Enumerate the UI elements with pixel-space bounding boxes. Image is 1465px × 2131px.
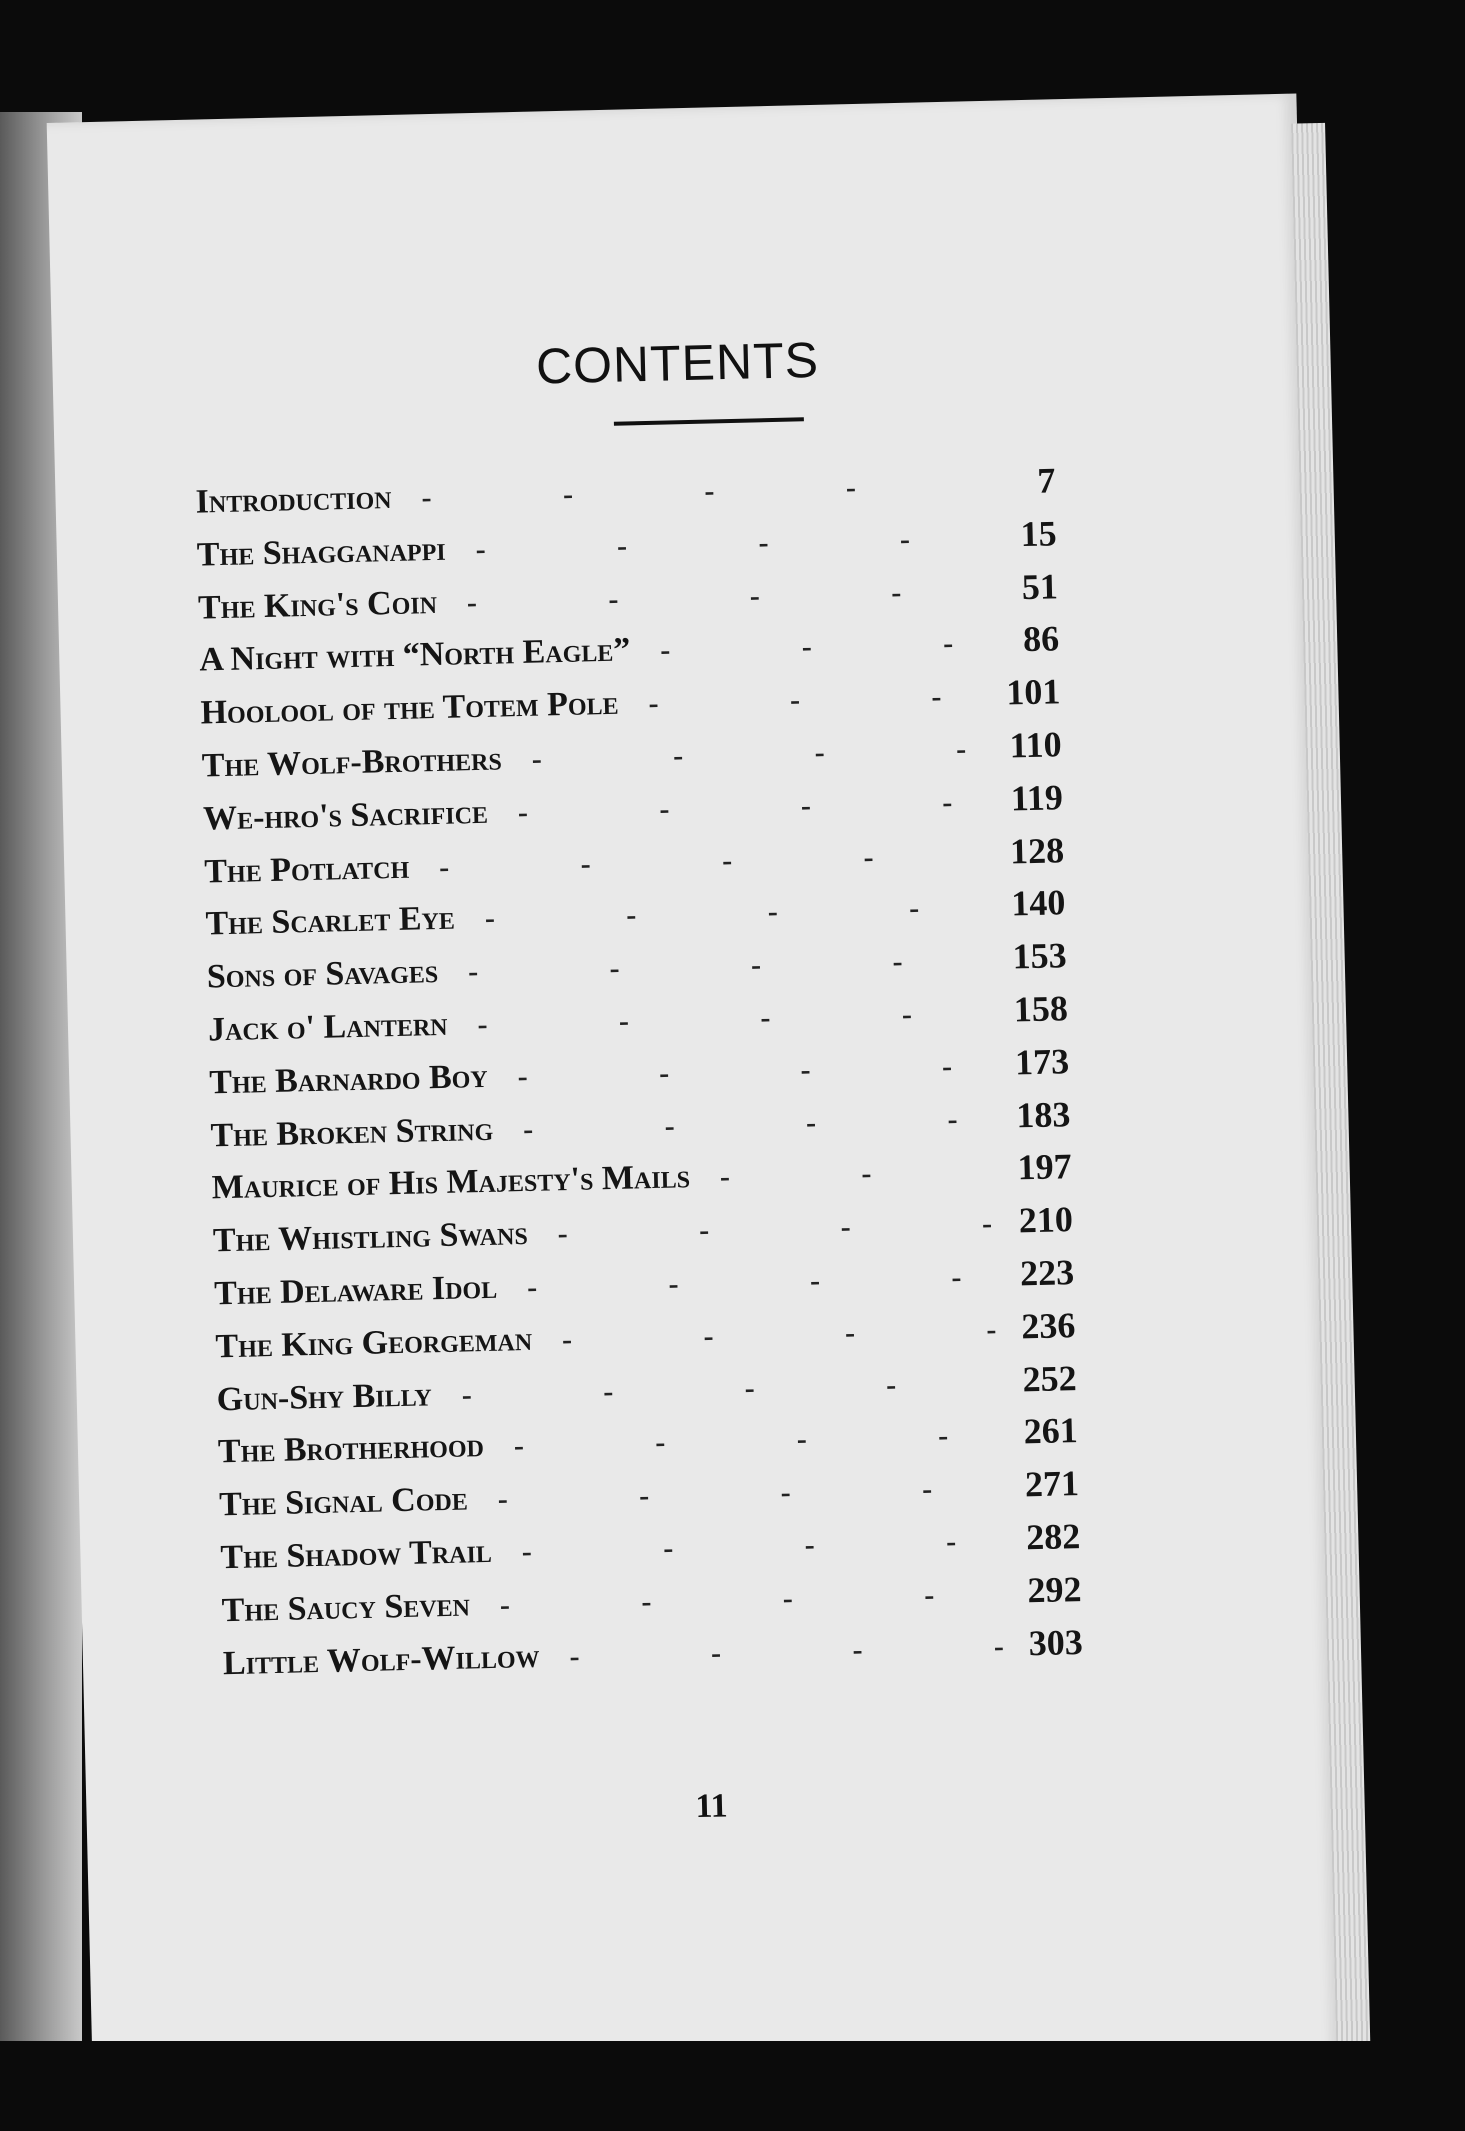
- dot-leader: [488, 785, 984, 831]
- toc-entry-page: 153: [1012, 935, 1068, 977]
- toc-entry-page: 282: [1025, 1515, 1081, 1558]
- toc-entry-page: 292: [1027, 1568, 1082, 1611]
- toc-entry-title: The King Georgeman: [215, 1320, 533, 1366]
- toc-entry-title: The Saucy Seven: [221, 1586, 471, 1630]
- toc-entry-page: 210: [1018, 1199, 1074, 1241]
- toc-entry-page: 197: [1017, 1146, 1073, 1188]
- toc-entry-title: The Whistling Swans: [212, 1215, 529, 1260]
- toc-entry-title: Gun-Shy Billy: [216, 1375, 433, 1418]
- toc-entry-title: The Barnardo Boy: [208, 1057, 489, 1102]
- toc-entry-title: The Scarlet Eye: [205, 899, 456, 943]
- toc-entry-page: 51: [1021, 565, 1059, 607]
- page-title: CONTENTS: [535, 331, 820, 395]
- toc-entry-page: 261: [1023, 1410, 1079, 1452]
- toc-entry-title: Maurice of His Majesty's Mails: [211, 1158, 691, 1207]
- toc-entry-title: The Potlatch: [203, 848, 410, 891]
- toc-entry-title: Introduction: [195, 478, 392, 521]
- dot-leader: [618, 679, 981, 722]
- book-page: [47, 94, 1344, 2118]
- toc-entry-title: We-hro's Sacrifice: [202, 793, 489, 838]
- toc-entry-title: The Delaware Idol: [213, 1268, 498, 1313]
- toc-entry-title: The King's Coin: [197, 583, 438, 627]
- dot-leader: [467, 1471, 999, 1518]
- page-number: 11: [695, 1787, 729, 1826]
- dot-leader: [497, 1260, 995, 1306]
- toc-entry-page: 7: [1036, 460, 1056, 501]
- dot-leader: [487, 1049, 989, 1095]
- toc-entry-page: 158: [1013, 988, 1069, 1030]
- dot-leader: [447, 996, 988, 1043]
- toc-entry-title: The Signal Code: [218, 1480, 469, 1524]
- dot-leader: [437, 574, 979, 621]
- toc-entry-title: The Brotherhood: [217, 1427, 485, 1471]
- dot-leader: [470, 1577, 1002, 1624]
- toc-entry-page: 140: [1010, 882, 1066, 924]
- toc-entry-title: Jack o' Lantern: [207, 1005, 448, 1049]
- toc-entry-title: A Night with “North Eagle”: [198, 631, 631, 679]
- toc-entry-page: 119: [1010, 777, 1064, 819]
- toc-entry-title: The Shagganappi: [196, 530, 447, 574]
- toc-entry-title: The Wolf-Brothers: [201, 740, 503, 785]
- dot-leader: [409, 838, 985, 886]
- toc-entry-page: 173: [1014, 1040, 1070, 1083]
- dot-leader: [483, 1418, 998, 1464]
- toc-entry-page: 303: [1028, 1621, 1084, 1663]
- dot-leader: [445, 521, 977, 568]
- dot-leader: [431, 1366, 997, 1413]
- toc-entry-title: Hoolool of the Totem Pole: [200, 684, 619, 732]
- title-rule: [614, 417, 804, 425]
- dot-leader: [532, 1313, 996, 1358]
- toc-entry-title: Sons of Savages: [206, 953, 439, 996]
- dot-leader: [454, 890, 985, 936]
- toc-entry-page: 128: [1009, 829, 1065, 872]
- toc-entry-page: 86: [1022, 618, 1060, 660]
- toc-entry-page: 183: [1015, 1093, 1071, 1135]
- dot-leader: [491, 1524, 1000, 1570]
- toc-entry-title: Little Wolf-Willow: [222, 1637, 540, 1682]
- dot-leader: [438, 943, 987, 990]
- toc-entry-page: 110: [1009, 724, 1063, 766]
- dot-leader: [630, 627, 980, 669]
- page-edges: [1291, 123, 1371, 2063]
- bottom-shadow: [0, 2041, 1465, 2131]
- dot-leader: [690, 1154, 992, 1195]
- toc-entry-page: 101: [1005, 671, 1061, 713]
- toc-entry-page: 15: [1020, 513, 1058, 554]
- toc-entry-page: 252: [1022, 1357, 1077, 1399]
- table-of-contents: [195, 459, 1083, 1693]
- toc-entry-page: 223: [1019, 1252, 1075, 1294]
- toc-entry-page: 271: [1024, 1463, 1080, 1505]
- dot-leader: [493, 1102, 991, 1148]
- toc-entry-page: 236: [1020, 1304, 1076, 1347]
- dot-leader: [539, 1629, 1003, 1674]
- dot-leader: [391, 468, 976, 516]
- dot-leader: [527, 1207, 993, 1252]
- toc-entry-title: The Shadow Trail: [220, 1532, 493, 1577]
- dot-leader: [501, 732, 982, 777]
- toc-entry-title: The Broken String: [210, 1110, 494, 1154]
